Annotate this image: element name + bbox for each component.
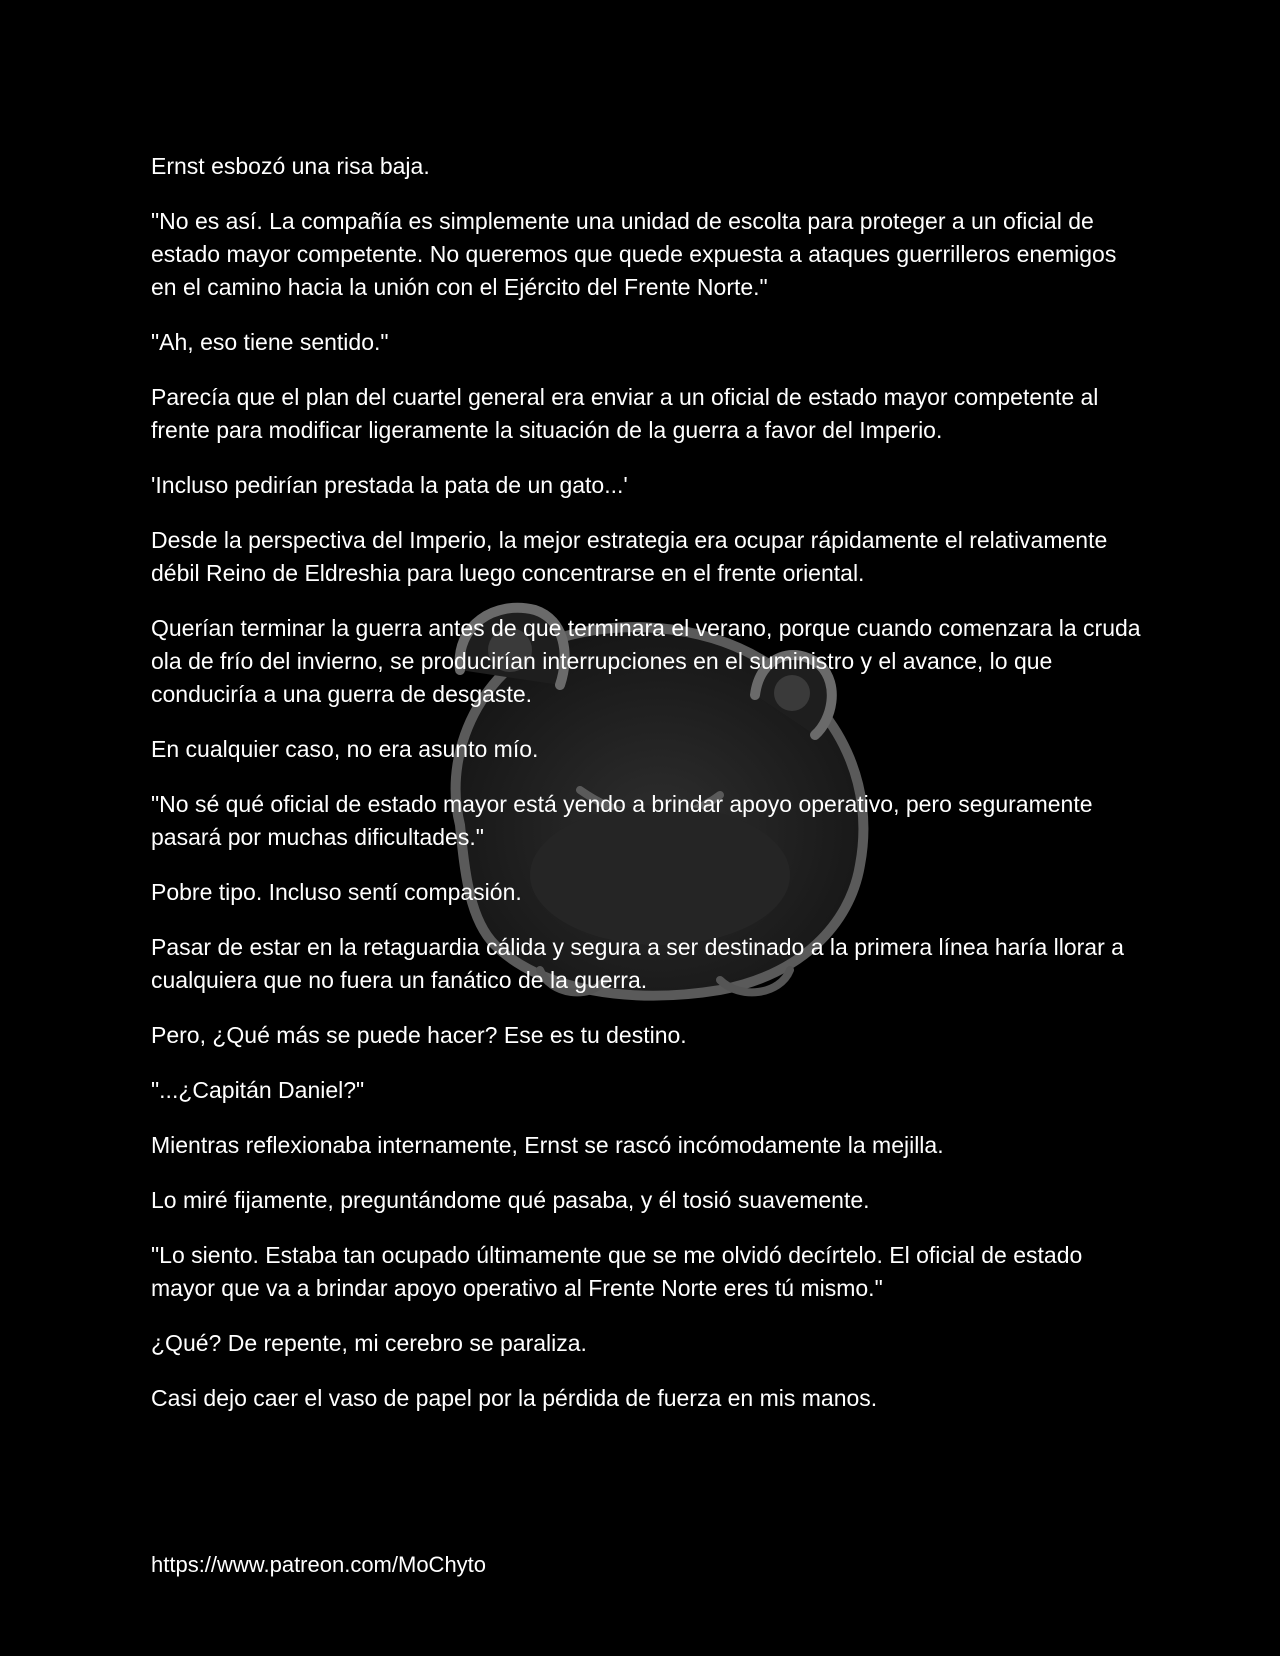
paragraph: Lo miré fijamente, preguntándome qué pasaba, y él tosió suavemente. <box>151 1187 870 1213</box>
paragraph: "No es así. La compañía es simplemente una unidad de escolta para proteger a un oficial de estado mayor competente. No queremos que quede expuesta a ataques guerrilleros enemigos en el camino hacia la unión con el Ejército del Frente Norte." <box>151 208 1117 300</box>
paragraph: Pero, ¿Qué más se puede hacer? Ese es tu destino. <box>151 1022 687 1048</box>
paragraph: Desde la perspectiva del Imperio, la mejor estrategia era ocupar rápidamente el relativamente débil Reino de Eldreshia para luego concentrarse en el frente oriental. <box>151 527 1108 586</box>
paragraph: "...¿Capitán Daniel?" <box>151 1077 365 1103</box>
patreon-link[interactable]: https://www.patreon.com/MoChyto <box>151 1552 487 1577</box>
paragraph: 'Incluso pedirían prestada la pata de un gato...' <box>151 472 628 498</box>
paragraph: "Lo siento. Estaba tan ocupado últimamente que se me olvidó decírtelo. El oficial de estado mayor que va a brindar apoyo operativo al Frente Norte eres tú mismo." <box>151 1242 1083 1301</box>
paragraph: Ernst esbozó una risa baja. <box>151 153 430 179</box>
paragraph: Casi dejo caer el vaso de papel por la pérdida de fuerza en mis manos. <box>151 1385 878 1411</box>
paragraph: "No sé qué oficial de estado mayor está yendo a brindar apoyo operativo, pero seguramente pasará por muchas dificultades." <box>151 791 1093 850</box>
paragraph: ¿Qué? De repente, mi cerebro se paraliza. <box>151 1330 587 1356</box>
paragraph: "Ah, eso tiene sentido." <box>151 329 389 355</box>
paragraph: Pasar de estar en la retaguardia cálida y segura a ser destinado a la primera línea haría llorar a cualquiera que no fuera un fanático de la guerra. <box>151 934 1124 993</box>
paragraph: En cualquier caso, no era asunto mío. <box>151 736 539 762</box>
paragraph: Pobre tipo. Incluso sentí compasión. <box>151 879 522 905</box>
chapter-text <box>151 150 1141 1437</box>
paragraph: Querían terminar la guerra antes de que terminara el verano, porque cuando comenzara la cruda ola de frío del invierno, se producirían interrupciones en el suministro y el avance, lo que conduciría a una guerra de desgaste. <box>151 615 1141 707</box>
paragraph: Mientras reflexionaba internamente, Ernst se rascó incómodamente la mejilla. <box>151 1132 944 1158</box>
paragraph: Parecía que el plan del cuartel general era enviar a un oficial de estado mayor competente al frente para modificar ligeramente la situación de la guerra a favor del Imperio. <box>151 384 1099 443</box>
